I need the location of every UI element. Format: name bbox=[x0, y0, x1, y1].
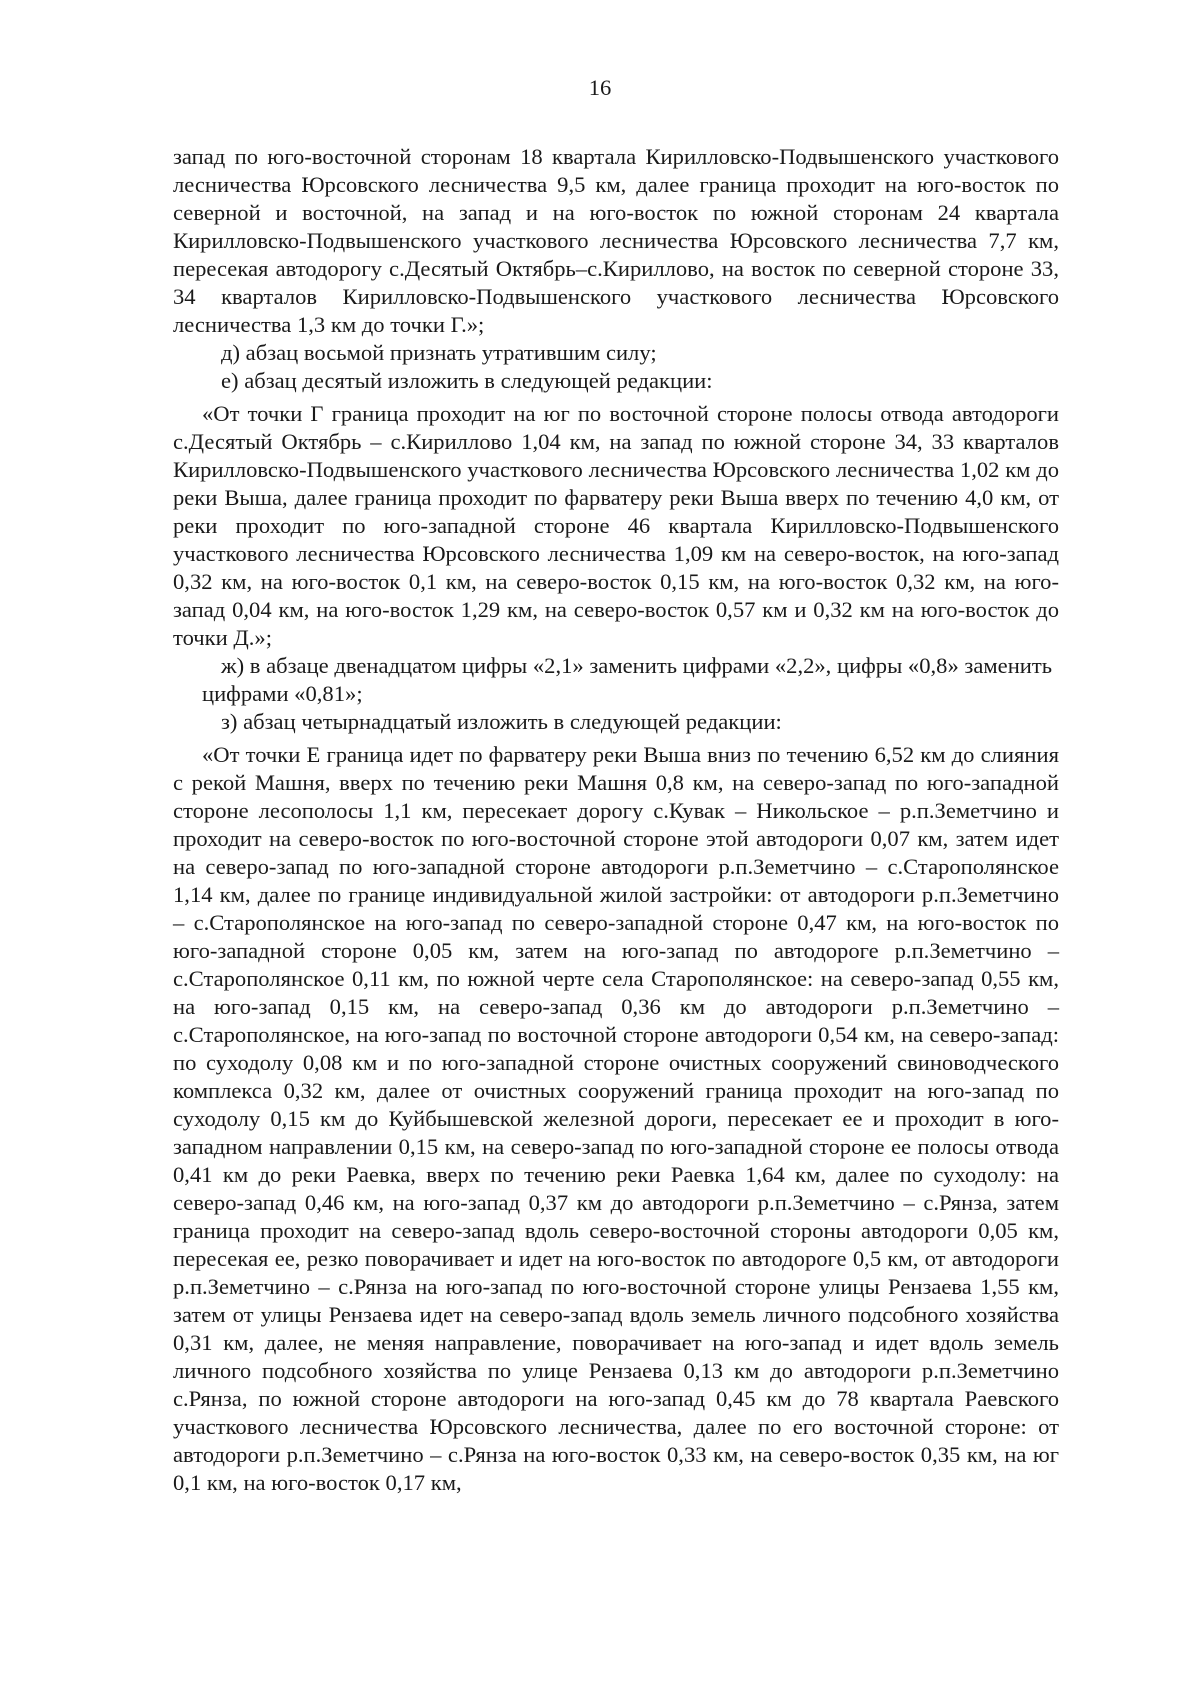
document-body bbox=[173, 143, 1059, 1497]
amendment-item-z: з) абзац четырнадцатый изложить в следующей редакции: bbox=[221, 709, 782, 734]
quoted-paragraph-point-g: «От точки Г граница проходит на юг по восточной стороне полосы отвода автодороги с.Десятый Октябрь – с.Кириллово 1,04 км, на запад по южной стороне 34, 33 кварталов Кирилловско-Подвышенского участкового лесничества Юрсовского лесничества 1,02 км до реки Выша, далее граница проходит по фарватеру реки Выша вверх по течению 4,0 км, от реки проходит по юго-западной стороне 46 квартала Кирилловско-Подвышенского участкового лесничества Юрсовского лесничества 1,09 км на северо-восток, на юго-запад 0,32 км, на юго-восток 0,1 км, на северо-восток 0,15 км, на юго-восток 0,32 км, на юго-запад 0,04 км, на юго-восток 1,29 км, на северо-восток 0,57 км и 0,32 км на юго-восток до точки Д.»; bbox=[173, 401, 1059, 650]
page-number: 16 bbox=[588, 75, 612, 100]
amendment-item-zh: ж) в абзаце двенадцатом цифры «2,1» заменить цифрами «2,2», цифры «0,8» заменить цифрами «0,81»; bbox=[202, 653, 1053, 706]
paragraph-continuation: запад по юго-восточной сторонам 18 квартала Кирилловско-Подвышенского участкового лесничества Юрсовского лесничества 9,5 км, далее граница проходит на юго-восток по северной и восточной, на запад и на юго-восток по южной сторонам 24 квартала Кирилловско-Подвышенского участкового лесничества Юрсовского лесничества 7,7 км, пересекая автодорогу с.Десятый Октябрь–с.Кириллово, на восток по северной стороне 33, 34 кварталов Кирилловско-Подвышенского участкового лесничества Юрсовского лесничества 1,3 км до точки Г.»; bbox=[173, 144, 1059, 337]
amendment-item-d: д) абзац восьмой признать утратившим силу; bbox=[221, 340, 657, 365]
amendment-item-e: е) абзац десятый изложить в следующей редакции: bbox=[221, 368, 713, 393]
quoted-paragraph-point-e: «От точки Е граница идет по фарватеру реки Выша вниз по течению 6,52 км до слияния с рекой Машня, вверх по течению реки Машня 0,8 км, на северо-запад по юго-западной стороне лесополосы 1,1 км, пересекает дорогу с.Кувак – Никольское – р.п.Земетчино и проходит на северо-восток по юго-восточной стороне этой автодороги 0,07 км, затем идет на северо-запад по юго-западной стороне автодороги р.п.Земетчино – с.Старополянское 1,14 км, далее по границе индивидуальной жилой застройки: от автодороги р.п.Земетчино – с.Старополянское на юго-запад по северо-западной стороне 0,47 км, на юго-восток по юго-западной стороне 0,05 км, затем на юго-запад по автодороге р.п.Земетчино – с.Старополянское 0,11 км, по южной черте села Старополянское: на северо-запад 0,55 км, на юго-запад 0,15 км, на северо-запад 0,36 км до автодороги р.п.Земетчино – с.Старополянское, на юго-запад по восточной стороне автодороги 0,54 км, на северо-запад: по суходолу 0,08 км и по юго-западной стороне очистных сооружений свиноводческого комплекса 0,32 км, далее от очистных сооружений граница проходит на юго-запад по суходолу 0,15 км до Куйбышевской железной дороги, пересекает ее и проходит в юго-западном направлении 0,15 км, на северо-запад по юго-западной стороне ее полосы отвода 0,41 км до реки Раевка, вверх по течению реки Раевка 1,64 км, далее по суходолу: на северо-запад 0,46 км, на юго-запад 0,37 км до автодороги р.п.Земетчино – с.Рянза, затем граница проходит на северо-запад вдоль северо-восточной стороны автодороги 0,05 км, пересекая ее, резко поворачивает и идет на юго-восток по автодороге 0,5 км, от автодороги р.п.Земетчино – с.Рянза на юго-запад по юго-восточной стороне улицы Рензаева 1,55 км, затем от улицы Рензаева идет на северо-запад вдоль земель личного подсобного хозяйства 0,31 км, далее, не меняя направление, поворачивает на юго-запад и идет вдоль земель личного подсобного хозяйства по улице Рензаева 0,13 км до автодороги р.п.Земетчино с.Рянза, по южной стороне автодороги на юго-запад 0,45 км до 78 квартала Раевского участкового лесничества Юрсовского лесничества, далее по его восточной стороне: от автодороги р.п.Земетчино – с.Рянза на юго-восток 0,33 км, на северо-восток 0,35 км, на юг 0,1 км, на юго-восток 0,17 км, bbox=[173, 742, 1059, 1495]
